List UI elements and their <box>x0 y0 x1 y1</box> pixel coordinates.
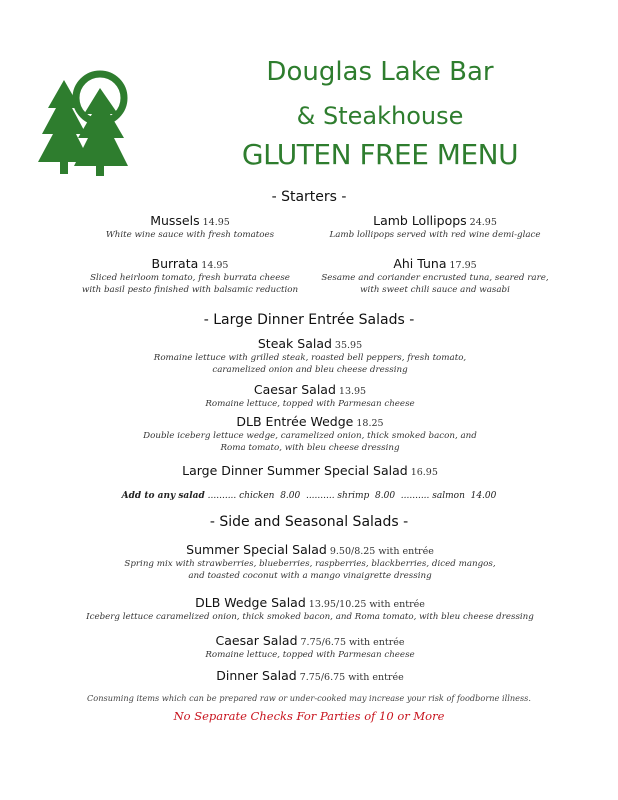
item-description: Sliced heirloom tomato, fresh burrata cheese <box>90 273 290 283</box>
item-name: Burrata <box>151 256 199 271</box>
food-safety-warning: Consuming items which can be prepared raw or under-cooked may increase your risk of foodborne illness. <box>87 693 531 703</box>
salad-addons <box>0 491 618 501</box>
item-description: Spring mix with strawberries, blueberries, raspberries, blackberries, diced mangos, <box>124 559 496 569</box>
item-price: 16.95 <box>410 467 438 478</box>
large-salads-heading: - Large Dinner Entrée Salads - <box>203 312 415 328</box>
item-price: 35.95 <box>334 340 363 351</box>
starters-heading: - Starters - <box>271 189 347 205</box>
item-description: and toasted coconut with a mango vinaigrette dressing <box>188 571 432 581</box>
item-name: DLB Entrée Wedge <box>236 414 354 429</box>
menu-item-large-summer-special <box>60 460 560 479</box>
item-price: 13.95/10.25 with entrée <box>308 599 425 610</box>
menu-item-summer-special-salad <box>50 539 570 582</box>
pine-trees-moon-icon <box>38 66 138 178</box>
menu-item-dlb-wedge-salad <box>20 592 600 623</box>
menu-item-mussels <box>80 210 300 241</box>
item-name: Caesar Salad <box>253 382 336 397</box>
addon-label: Add to any salad <box>121 491 205 501</box>
item-price: 7.75/6.75 with entrée <box>299 672 404 683</box>
menu-item-dinner-salad <box>60 665 560 684</box>
item-name: Lamb Lollipops <box>373 213 467 228</box>
item-name: Mussels <box>150 213 200 228</box>
item-description: Sesame and coriander encrusted tuna, seared rare, <box>321 273 549 283</box>
item-name: Dinner Salad <box>216 668 297 683</box>
menu-item-ahi-tuna <box>300 253 570 296</box>
separate-checks-notice: No Separate Checks For Parties of 10 or More <box>173 709 445 723</box>
item-name: Steak Salad <box>257 336 332 351</box>
item-description: Lamb lollipops served with red wine demi-glace <box>329 230 541 240</box>
item-description: with sweet chili sauce and wasabi <box>360 285 510 295</box>
item-price: 13.95 <box>338 386 367 397</box>
item-price: 9.50/8.25 with entrée <box>329 546 434 557</box>
item-price: 24.95 <box>469 217 497 228</box>
restaurant-subtitle: & Steakhouse <box>296 102 464 130</box>
menu-title: GLUTEN FREE MENU <box>241 138 519 171</box>
item-description: with basil pesto finished with balsamic reduction <box>81 285 299 295</box>
item-name: Caesar Salad <box>215 633 298 648</box>
item-description: caramelized onion and bleu cheese dressing <box>212 365 408 375</box>
item-description: Romaine lettuce with grilled steak, roasted bell peppers, fresh tomato, <box>153 353 467 363</box>
restaurant-name: Douglas Lake Bar <box>266 57 494 87</box>
addon-options: .......... chicken 8.00 .......... shrimp 8.00 .......... salmon 14.00 <box>204 491 497 501</box>
side-salads-heading: - Side and Seasonal Salads - <box>209 514 409 530</box>
item-description: Romaine lettuce, topped with Parmesan cheese <box>205 399 415 409</box>
item-name: Ahi Tuna <box>393 256 447 271</box>
item-name: DLB Wedge Salad <box>195 595 306 610</box>
item-price: 18.25 <box>356 418 384 429</box>
menu-item-steak-salad <box>60 333 560 376</box>
menu-item-caesar-salad <box>60 379 560 410</box>
item-price: 17.95 <box>449 260 477 271</box>
item-description: Double iceberg lettuce wedge, caramelized onion, thick smoked bacon, and <box>143 431 477 441</box>
menu-item-lamb-lollipops <box>305 210 565 241</box>
item-price: 14.95 <box>202 217 230 228</box>
item-description: Romaine lettuce, topped with Parmesan cheese <box>205 650 415 660</box>
item-price: 14.95 <box>201 260 229 271</box>
item-price: 7.75/6.75 with entrée <box>300 637 405 648</box>
menu-item-burrata <box>60 253 320 296</box>
menu-item-dlb-entree-wedge <box>60 411 560 454</box>
item-description: Roma tomato, with bleu cheese dressing <box>220 443 400 453</box>
item-description: White wine sauce with fresh tomatoes <box>105 230 275 240</box>
menu-item-side-caesar-salad <box>60 630 560 661</box>
item-name: Summer Special Salad <box>186 542 327 557</box>
item-description: Iceberg lettuce caramelized onion, thick smoked bacon, and Roma tomato, with bleu cheese dressing <box>86 612 534 622</box>
item-name: Large Dinner Summer Special Salad <box>182 463 408 478</box>
